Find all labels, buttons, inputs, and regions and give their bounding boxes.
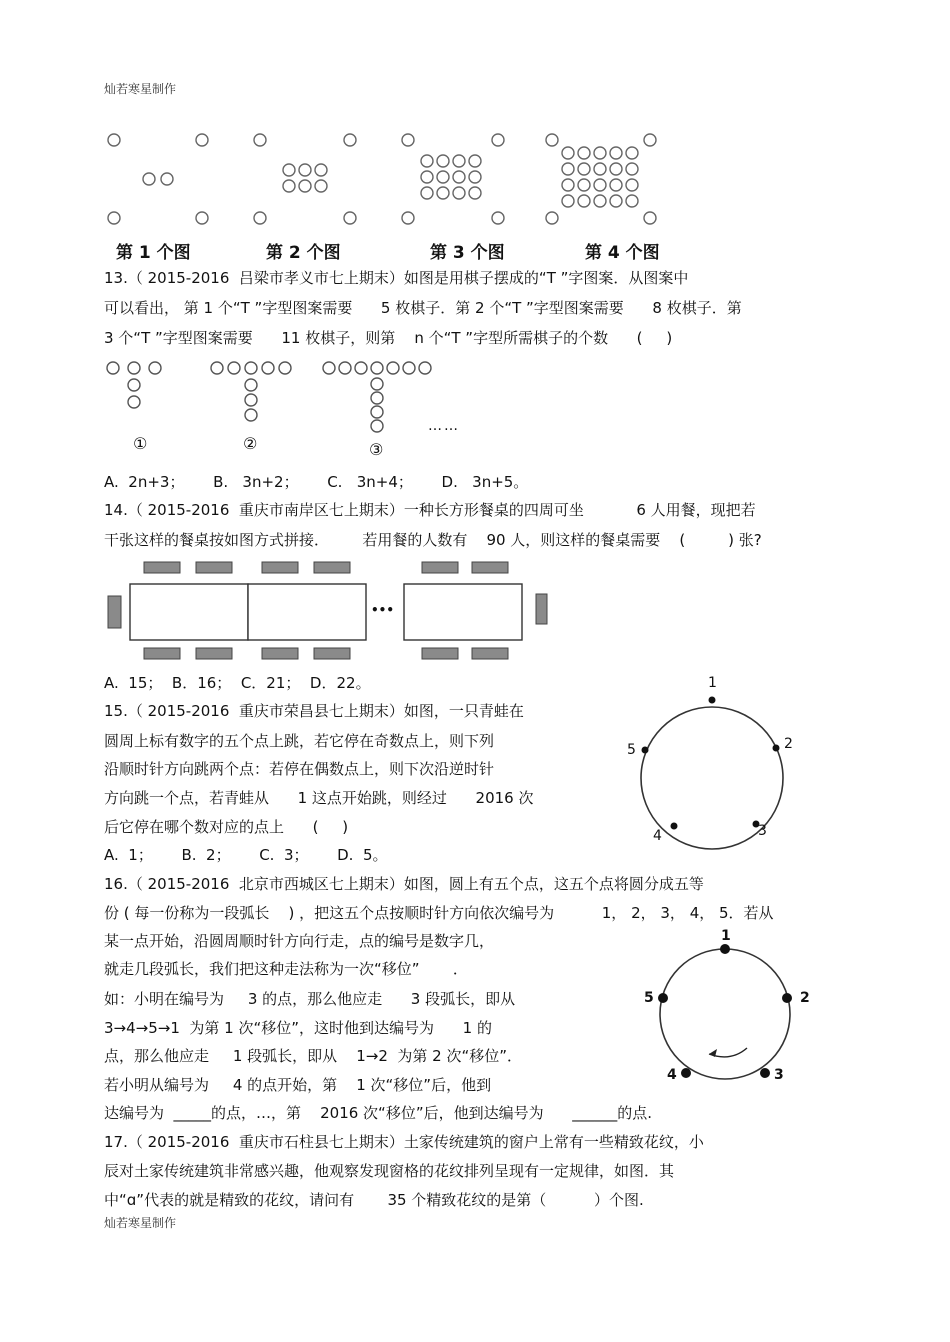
q17-line-1: 17.（ 2015-2016 重庆市石柱县七上期末）土家传统建筑的窗户上常有一些精致花纹，小 (104, 1133, 704, 1151)
pattern-caption-4: 第 4 个图 (585, 243, 660, 263)
q15-options: A. 1； B. 2； C. 3； D. 5。 (104, 846, 388, 864)
q16-line-9: 达编号为 _____的点，…，第 2016 次“移位”后，他到达编号为 ______的点. (104, 1104, 652, 1122)
pattern-3 (402, 134, 504, 224)
q15-line-2: 圆周上标有数字的五个点上跳，若它停在奇数点上，则下列 (104, 732, 495, 750)
q15-line-1: 15.（ 2015-2016 重庆市荣昌县七上期末）如图，一只青蛙在 (104, 702, 524, 720)
frog-point-label-4: 4 (653, 828, 662, 844)
t-label-3: ③ (369, 440, 384, 459)
watermark-bottom: 灿若寒星制作 (104, 1216, 177, 1230)
frog-point-label-3: 3 (758, 823, 767, 839)
pattern-4 (546, 134, 656, 224)
circle-pattern-figure (100, 128, 700, 248)
pattern-caption-1: 第 1 个图 (116, 243, 191, 263)
move-point-label-5: 5 (644, 990, 654, 1006)
pattern-2 (254, 134, 356, 224)
move-circle-figure (655, 942, 795, 1082)
pattern-caption-3: 第 3 个图 (430, 243, 505, 263)
q16-line-6: 3→4→5→1 为第 1 次“移位”，这时他到达编号为 1 的 (104, 1019, 492, 1037)
q16-line-7: 点，那么他应走 1 段弧长，即从 1→2 为第 2 次“移位”． (104, 1047, 523, 1065)
frog-point-label-1: 1 (708, 675, 717, 691)
q17-line-2: 辰对土家传统建筑非常感兴趣，他观察发现窗格的花纹排列呈现有一定规律，如图．其 (104, 1162, 675, 1180)
q13-line-2: 可以看出， 第 1 个“T ”字型图案需要 5 枚棋子．第 2 个“T ”字型图案需要 8 枚棋子．第 (104, 299, 742, 317)
pattern-1 (108, 134, 208, 224)
t-ellipsis: …… (428, 418, 460, 434)
q13-line-3: 3 个“T ”字型图案需要 11 枚棋子，则第 n 个“T ”字型所需棋子的个数 ( ) (104, 329, 673, 347)
pattern-caption-2: 第 2 个图 (266, 243, 341, 263)
q14-line-1: 14.（ 2015-2016 重庆市南岸区七上期末）一种长方形餐桌的四周可坐 6 人用餐，现把若 (104, 501, 756, 519)
q13-options: A. 2n+3； B. 3n+2； C. 3n+4； D. 3n+5。 (104, 473, 529, 491)
t-label-1: ① (133, 434, 148, 453)
q14-options: A. 15； B．16； C．21； D．22。 (104, 674, 371, 692)
table-continuation-dots: ••• (371, 603, 395, 617)
q16-line-4: 就走几段弧长，我们把这种走法称为一次“移位” ． (104, 960, 468, 978)
move-point-label-2: 2 (800, 990, 810, 1006)
watermark-top: 灿若寒星制作 (104, 82, 177, 96)
q15-line-3: 沿顺时针方向跳两个点：若停在偶数点上，则下次沿逆时针 (104, 760, 495, 778)
move-point-label-1: 1 (721, 928, 731, 944)
move-point-label-3: 3 (774, 1067, 784, 1083)
q16-line-2: 份 ( 每一份称为一段弧长 ) ，把这五个点按顺时针方向依次编号为 1， 2， 3， 4， 5．若从 (104, 904, 774, 922)
q15-line-5: 后它停在哪个数对应的点上 ( ) (104, 818, 349, 836)
frog-point-label-2: 2 (784, 736, 793, 752)
q16-line-5: 如：小明在编号为 3 的点，那么他应走 3 段弧长，即从 (104, 990, 516, 1008)
dining-table-figure (104, 558, 554, 660)
t-label-2: ② (243, 434, 258, 453)
q17-line-3: 中“ɑ”代表的就是精致的花纹，请问有 35 个精致花纹的是第（ ）个图. (104, 1191, 644, 1209)
move-point-label-4: 4 (667, 1067, 677, 1083)
q16-line-3: 某一点开始，沿圆周顺时针方向行走，点的编号是数字几， (104, 932, 495, 950)
frog-point-label-5: 5 (627, 742, 636, 758)
q16-line-1: 16.（ 2015-2016 北京市西城区七上期末）如图，圆上有五个点，这五个点将圆分成五等 (104, 875, 704, 893)
q13-line-1: 13.（ 2015-2016 吕梁市孝义市七上期末）如图是用棋子摆成的“T ”字图案．从图案中 (104, 269, 689, 287)
frog-circle-figure (632, 690, 802, 850)
q16-line-8: 若小明从编号为 4 的点开始，第 1 次“移位”后，他到 (104, 1076, 492, 1094)
t-pattern-figure (100, 358, 440, 458)
q14-line-2: 干张这样的餐桌按如图方式拼接． 若用餐的人数有 90 人，则这样的餐桌需要 ( ) 张? (104, 531, 762, 549)
q15-line-4: 方向跳一个点，若青蛙从 1 这点开始跳，则经过 2016 次 (104, 789, 534, 807)
